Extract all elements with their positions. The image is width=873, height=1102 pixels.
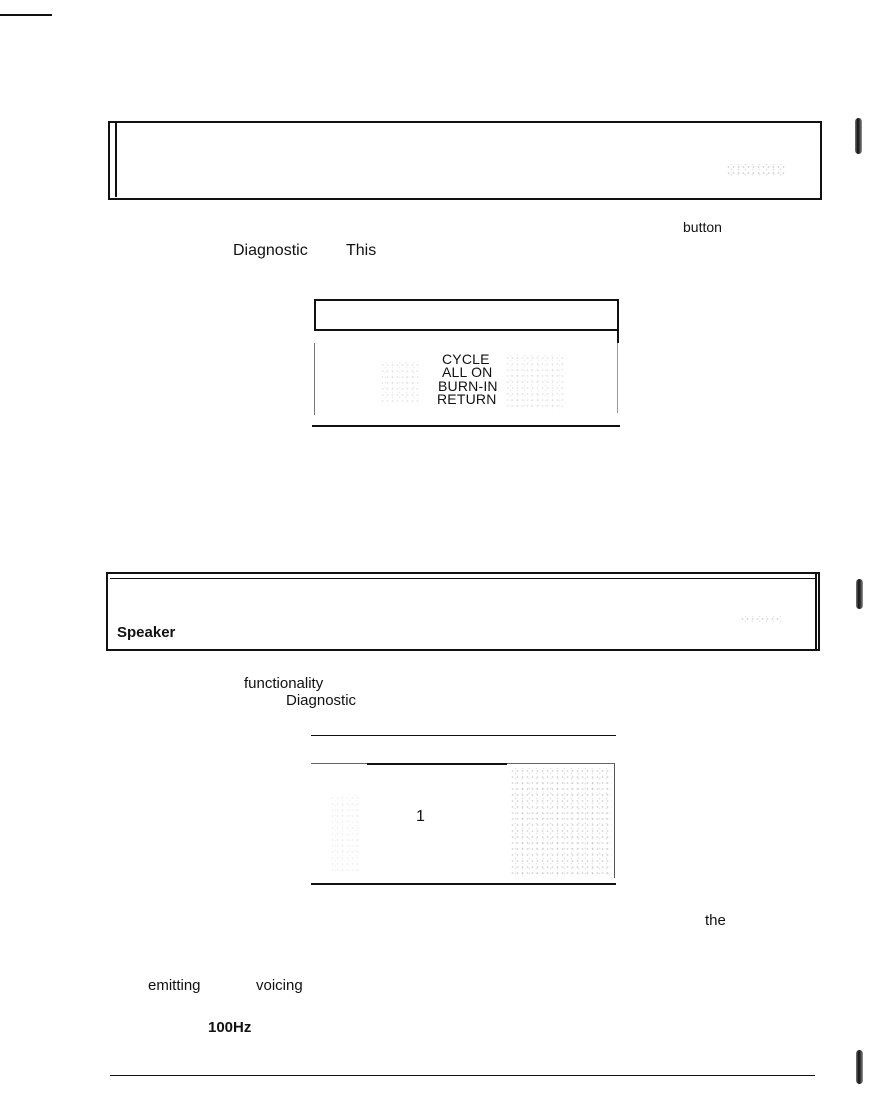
- binder-hole-2: [856, 579, 863, 609]
- binder-hole-3: [856, 1050, 863, 1084]
- word-voicing: voicing: [256, 977, 303, 994]
- word-diagnostic-2: Diagnostic: [286, 692, 357, 709]
- word-100hz: 100Hz: [208, 1019, 252, 1036]
- scan-noise: [740, 616, 782, 622]
- menu-item-return: RETURN: [437, 391, 497, 407]
- binder-hole-1: [855, 118, 862, 154]
- menu-item-burn-in: BURN-IN: [438, 378, 498, 394]
- menu-item-cycle: CYCLE: [442, 351, 490, 367]
- scan-noise: [330, 795, 360, 875]
- menu-item-all-on: ALL ON: [442, 364, 493, 380]
- scan-noise: [505, 355, 565, 410]
- corner-mark: [0, 14, 52, 16]
- section-heading-box-2: [106, 572, 820, 651]
- scan-noise: [726, 164, 786, 176]
- word-this: This: [346, 242, 377, 259]
- word-button: button: [683, 219, 722, 235]
- section-heading-box-1: [108, 121, 822, 200]
- word-the: the: [705, 912, 726, 929]
- word-diagnostic: Diagnostic: [233, 242, 308, 259]
- scan-noise: [510, 768, 612, 878]
- heading-box-2-right-edge: [815, 572, 817, 651]
- heading-speaker: Speaker: [117, 624, 176, 641]
- footer-rule: [110, 1075, 815, 1076]
- word-functionality: functionality: [244, 675, 324, 692]
- menu-value-1: 1: [416, 808, 425, 825]
- heading-box-2-inner-top: [110, 578, 816, 579]
- scan-noise: [380, 362, 420, 402]
- heading-box-1-inner-left: [115, 123, 117, 197]
- word-emitting: emitting: [148, 977, 201, 994]
